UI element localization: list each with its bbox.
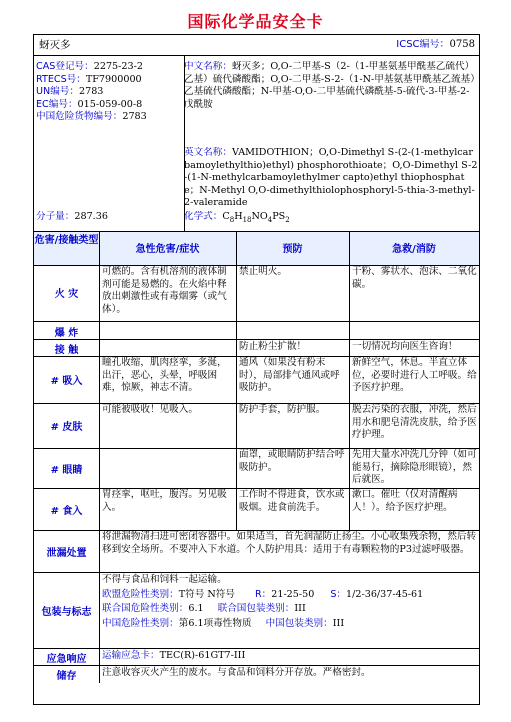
- contact-prevention: 防止粉尘扩散！: [239, 341, 307, 352]
- formula-label: 化学式：: [184, 211, 223, 222]
- un-label: UN编号：: [36, 86, 79, 97]
- row-label-inhale: # 吸入: [50, 376, 83, 387]
- ingest-first-aid: 漱口。催吐（仅对清醒病人！）。给予医疗护理。: [352, 489, 458, 513]
- en-name-value: VAMIDOTHION；O,O-Dimethyl S-(2-(1-methylcarbamoylethylthio)ethyl) phosphorothioate；O,O-Dimethyl S-2-(1-N-methylcarbamoylethylmer capto)ethyl thiophosphate；N-Methyl O,O-dimethylthiolophosphoryl-5-thia-3-methyl-2-valeramide: [184, 147, 478, 208]
- formula-value: $C_8H_{18}NO_4PS_2$: [222, 211, 290, 224]
- rtecs-label: RTECS号：: [36, 73, 86, 85]
- chemical-name-header: 蚜灭多: [39, 39, 71, 51]
- inhale-hazard: 瞳孔收缩，肌肉痉挛，多涎，出汗，恶心，头晕，呼吸困难，惊厥，神志不清。: [102, 357, 227, 393]
- en-name-label: 英文名称：: [184, 147, 232, 158]
- icsc-number: [396, 39, 475, 52]
- packaging-block: [100, 572, 479, 648]
- storage-text: 注意收容灭火产生的废水。与食品和饲料分开存放。严格密封。: [102, 667, 371, 678]
- row-label-packaging: 包装与标志: [41, 607, 92, 618]
- cas-value: 2275-23-2: [93, 61, 143, 72]
- ingest-prevention: 工作时不得进食，饮水或吸烟。进食前洗手。: [239, 489, 345, 513]
- col-header-hazard: 急性危害/症状: [99, 231, 236, 265]
- un-value: 2783: [78, 86, 104, 97]
- chemical-formula: [184, 211, 478, 226]
- packaging-eu: 欧盟危险性类别：T符号 N符号 R：21-25-50 S：1/2-36/37-45-61: [102, 588, 424, 600]
- icsc-label: ICSC编号：: [396, 39, 450, 50]
- molecular-weight: [36, 211, 184, 224]
- icsc-value: 0758: [449, 39, 475, 50]
- row-label-explosion: 爆 炸: [54, 328, 79, 339]
- fire-first-aid: 干粉、雾状水、泡沫、二氧化碳。: [352, 266, 477, 290]
- contact-first-aid: 一切情况均向医生咨询！: [352, 341, 458, 352]
- ec-label: EC编号：: [36, 98, 78, 110]
- emergency-card: 运输应急卡：TEC(R)-61GT7-III: [102, 650, 246, 661]
- eye-first-aid: 先用大量水冲洗几分钟（如可能易行，摘除隐形眼镜），然后就医。: [352, 449, 477, 485]
- cn-name-label: 中文名称：: [184, 61, 232, 72]
- inhale-prevention: 通风（如果没有粉末时），局部排气通风或呼吸防护。: [239, 357, 340, 393]
- skin-first-aid: 脱去污染的衣服，冲洗，然后用水和肥皂清洗皮肤，给予医疗护理。: [352, 404, 477, 440]
- row-label-eye: # 眼睛: [50, 465, 83, 476]
- row-label-spill: 泄漏处置: [46, 548, 87, 559]
- fire-prevention: 禁止明火。: [239, 266, 287, 277]
- rtecs-value: TF7900000: [85, 73, 142, 85]
- cas-label: CAS登记号：: [36, 61, 94, 72]
- col-header-prevention: 预防: [236, 231, 349, 265]
- ec-value: 015-059-00-8: [77, 98, 143, 110]
- row-label-skin: # 皮肤: [50, 422, 83, 433]
- skin-prevention: 防护手套，防护服。: [239, 404, 326, 415]
- packaging-line1: 不得与食品和饲料一起运输。: [102, 574, 227, 585]
- names-block: [184, 61, 478, 233]
- row-label-emergency: 应急响应: [46, 654, 87, 665]
- mw-value: 287.36: [74, 211, 108, 222]
- identifiers-block: [36, 61, 184, 124]
- cn-name-value: 蚜灭多；O,O-二甲基-S（2-（1-甲基氨基甲酰基乙硫代）乙基）硫代磷酸酯；O,O-二甲基-S-2-（1-N-甲基氨基甲酰基乙巯基）乙基硫代磷酸酯；N-甲基-O,O-二甲基硫代磷酰基-5-硫代-3-甲基-2-戊酰胺: [184, 61, 475, 110]
- row-label-contact: 接 触: [54, 345, 79, 356]
- row-label-storage: 储存: [56, 671, 77, 682]
- inhale-first-aid: 新鲜空气，休息。半直立体位，必要时进行人工呼吸。给予医疗护理。: [352, 357, 477, 393]
- ingest-hazard: 胃痉挛，呕吐，腹泻。另见吸入。: [102, 489, 227, 513]
- row-label-fire: 火 灾: [54, 289, 79, 300]
- eye-prevention: 面罩，或眼睛防护结合呼吸防护。: [239, 449, 345, 473]
- skin-hazard: 可能被吸收！见吸入。: [102, 404, 198, 415]
- fire-hazard: 可燃的。含有机溶剂的液体制剂可能是易燃的。在火焰中释放出刺激性或有毒烟雾（或气体）。: [102, 266, 227, 315]
- col-header-type: 危害/接触类型: [34, 231, 99, 265]
- chemical-safety-card: [33, 34, 480, 705]
- col-header-first-aid: 急救/消防: [349, 231, 479, 265]
- packaging-un: 联合国危险性类别：6.1 联合国包装类别：III: [102, 603, 306, 614]
- row-label-ingest: # 食入: [50, 506, 83, 517]
- card-title: 国际化学品安全卡: [187, 12, 324, 31]
- cn-dangerous-goods-value: 2783: [122, 111, 147, 122]
- packaging-cn: 中国危险性类别：第6.1项毒性物质 中国包装类别：III: [102, 617, 345, 629]
- cn-dangerous-goods-label: 中国危险货物编号：: [36, 111, 123, 122]
- mw-label: 分子量：: [36, 211, 75, 222]
- spill-text: 将泄漏物清扫进可密闭容器中。如果适当，首先润湿防止扬尘。小心收集残余物，然后转移到安全场所。不要冲入下水道。个人防护用具：适用于有毒颗粒物的P3过滤呼吸器。: [102, 531, 477, 555]
